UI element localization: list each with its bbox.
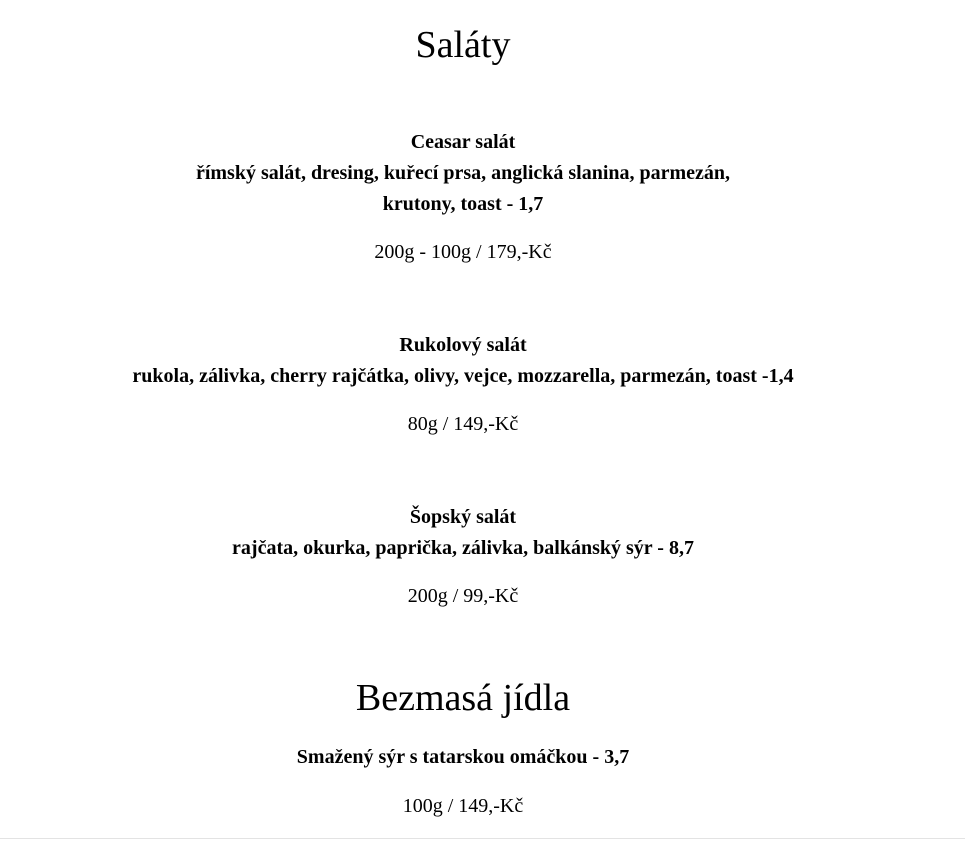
item-price: 80g / 149,-Kč: [407, 413, 519, 435]
item-description: krutony, toast - 1,7: [382, 193, 544, 215]
item-price: 200g - 100g / 179,-Kč: [374, 241, 552, 263]
section-title-bezmasa-jidla: Bezmasá jídla: [355, 677, 571, 719]
item-name: Smažený sýr s tatarskou omáčkou - 3,7: [296, 746, 630, 768]
item-description: římský salát, dresing, kuřecí prsa, anglická slanina, parmezán,: [195, 162, 731, 184]
item-name: Šopský salát: [409, 506, 517, 528]
section-title-salaty: Saláty: [415, 24, 511, 66]
item-price: 100g / 149,-Kč: [402, 795, 524, 817]
item-description: rukola, zálivka, cherry rajčátka, olivy, vejce, mozzarella, parmezán, toast -1,4: [132, 365, 794, 387]
item-price: 200g / 99,-Kč: [407, 585, 519, 607]
item-name: Rukolový salát: [399, 334, 527, 356]
item-name: Ceasar salát: [410, 131, 516, 153]
item-description: rajčata, okurka, paprička, zálivka, balkánský sýr - 8,7: [232, 537, 694, 559]
bottom-divider: [0, 838, 965, 839]
